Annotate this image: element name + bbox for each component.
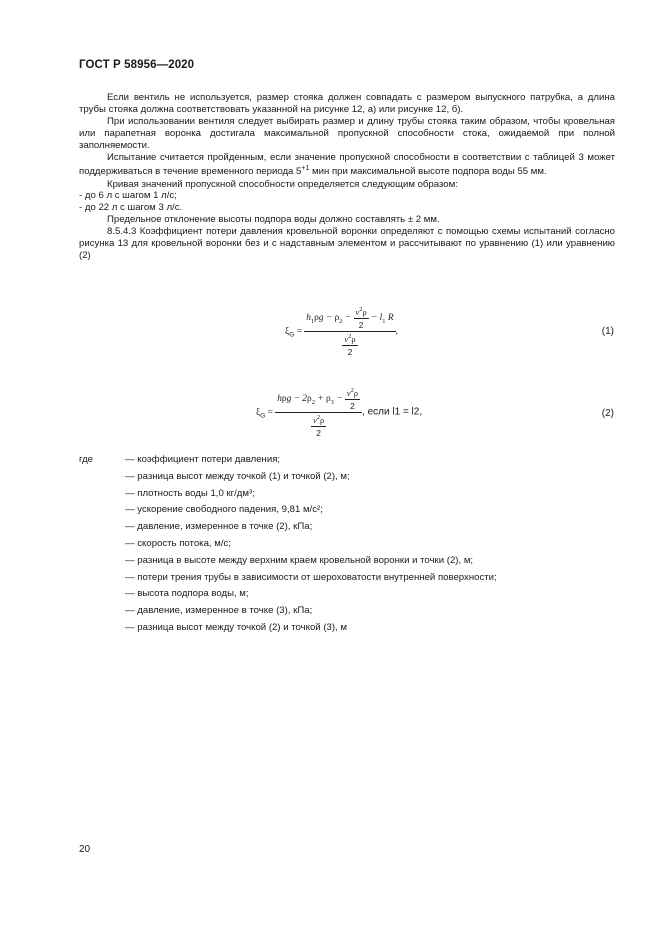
paragraph-valve-usage: При использовании вентиля следует выбирать размер и длину трубы стояка таким образом, чтобы кровельная или парапетная воронка достигала максимальной пропускной способности стока, ожидаемой при полной заполняемости. [79, 115, 615, 151]
body-text [79, 92, 615, 262]
definition-text: — высота подпора воды, м; [125, 588, 249, 600]
definition-text: — разница высот между точкой (2) и точкой (3), м [125, 621, 347, 633]
definition-text: — разница высот между точкой (1) и точкой (2), м; [125, 470, 350, 482]
definition-text: — давление, измеренное в точке (2), кПа; [125, 521, 313, 533]
definition-text: — коэффициент потери давления; [125, 454, 281, 465]
definition-text: — разница в высоте между верхним краем кровельной воронки и точки (2), м; [125, 554, 474, 566]
equation-2-condition: , если l1 = l2, [362, 406, 423, 418]
list-item-step-3: - до 22 л с шагом 3 л/с. [79, 202, 183, 214]
document-header: ГОСТ Р 58956—2020 [79, 59, 195, 71]
paragraph-riser-size: Если вентиль не используется, размер стояка должен совпадать с размером выпускного патрубка, а длина трубы стояка должна соответствовать указанной на рисунке 12, а) или рисунке 12, б). [79, 92, 615, 115]
equation-2-number: (2) [601, 408, 614, 419]
equation-2: $\xi_G$ = $h\rho g - 2\rho_2 + \rho_3$ − $\frac{v^2\rho}{2}$ $\frac{v^2\rho}{2}$ , если l1 = l2, [256, 387, 423, 438]
equation-1-number: (1) [601, 326, 614, 337]
definition-text: — скорость потока, м/с; [125, 537, 231, 549]
equation-1: $\xi_G$ = $h_1\rho g - \rho_2$ − $\frac{v^2\rho}{2}$ − $l_1$ R $\frac{v^2\rho}{2}$ , [285, 306, 398, 357]
definition-text: — потери трения трубы в зависимости от шероховатости внутренней поверхности; [125, 571, 497, 583]
list-item-step-1: - до 6 л с шагом 1 л/с; [79, 190, 177, 202]
time-tolerance-superscript: +1 [301, 165, 310, 173]
paragraph-curve-values: Кривая значений пропускной способности определяется следующим образом: [107, 178, 458, 190]
definition-text: — ускорение свободного падения, 9,81 м/с²; [125, 504, 323, 516]
paragraph-test-passed: Испытание считается пройденным, если значение пропускной способности в соответствии с таблицей 3 может поддерживаться в течение временного периода $5^{+1}$ мин при максимальной высоте подпора воды 55 мм. [79, 151, 615, 178]
page-number: 20 [79, 844, 91, 855]
paragraph-coefficient: 8.5.4.3 Коэффициент потери давления кровельной воронки определяют с помощью схемы испытаний согласно рисунка 13 для кровельной воронки без и с надставным элементом и рассчитывают по уравнению (1) или уравнению (2) [79, 226, 615, 261]
definition-text: — давление, измеренное в точке (3), кПа; [125, 605, 313, 617]
where-label: где [79, 454, 94, 465]
paragraph-tolerance: Предельное отклонение высоты подпора воды должно составлять ± 2 мм. [107, 214, 440, 226]
definition-text: — плотность воды 1,0 кг/дм³; [125, 487, 255, 499]
